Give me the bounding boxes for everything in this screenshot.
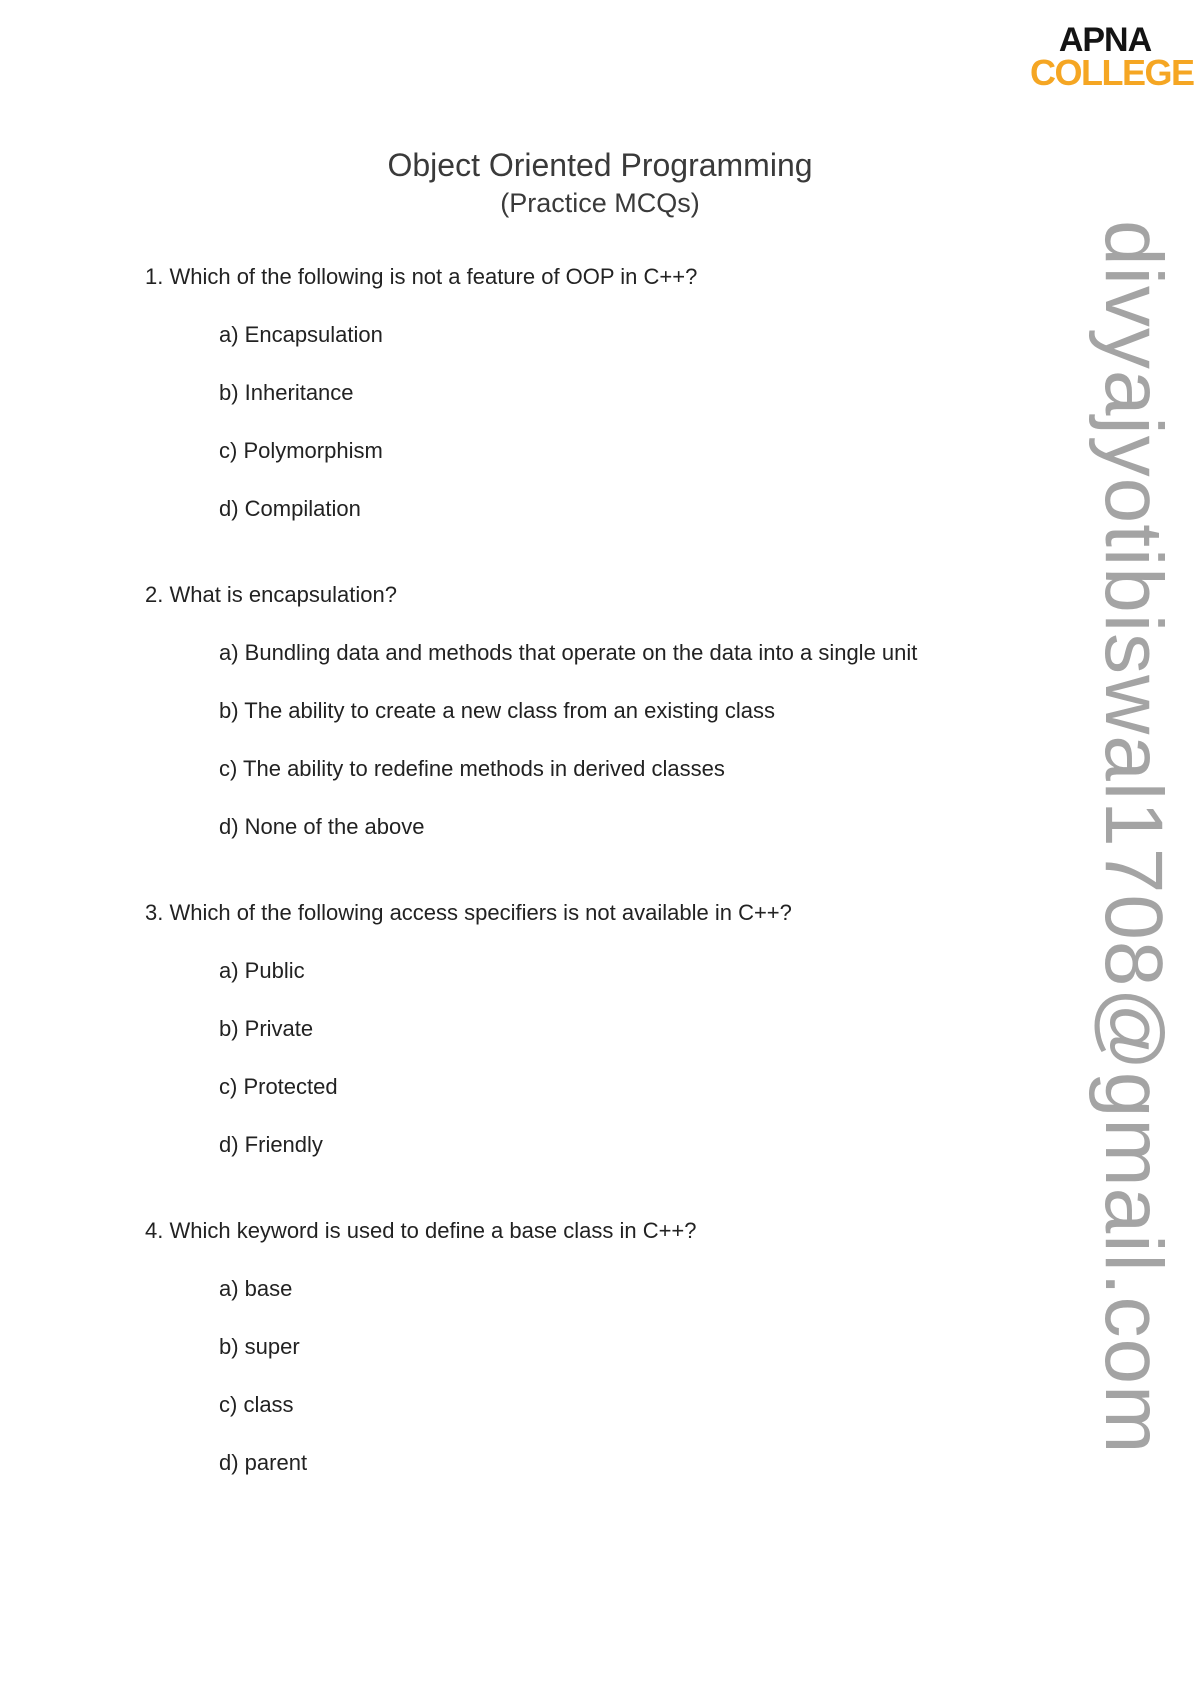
email-watermark: divyajyotibiswal1708@gmail.com xyxy=(1088,220,1179,1455)
option-a: a) base xyxy=(219,1276,293,1301)
option-a: a) Bundling data and methods that operate on the data into a single unit xyxy=(219,640,918,665)
question-list xyxy=(145,262,1045,1534)
question-3 xyxy=(145,898,1045,1188)
document-subtitle: (Practice MCQs) xyxy=(500,188,700,219)
question-text: 3. Which of the following access specifiers is not available in C++? xyxy=(145,900,792,925)
option-d: d) parent xyxy=(219,1450,308,1475)
document-header xyxy=(0,146,1200,219)
option-d: d) Friendly xyxy=(219,1132,323,1157)
option-d: d) Compilation xyxy=(219,496,361,521)
option-d: d) None of the above xyxy=(219,814,425,839)
option-c: c) The ability to redefine methods in derived classes xyxy=(219,756,725,781)
question-1 xyxy=(145,262,1045,552)
apna-college-logo xyxy=(1030,21,1194,94)
option-list xyxy=(219,320,1045,552)
document-title: Object Oriented Programming xyxy=(387,147,813,183)
option-list xyxy=(219,956,1045,1188)
option-b: b) super xyxy=(219,1334,300,1359)
question-2 xyxy=(145,580,1045,870)
option-a: a) Encapsulation xyxy=(219,322,383,347)
logo-line-college: COLLEGE xyxy=(1030,52,1194,94)
option-b: b) Private xyxy=(219,1016,314,1041)
question-text: 2. What is encapsulation? xyxy=(145,582,397,607)
question-text: 1. Which of the following is not a feature of OOP in C++? xyxy=(145,264,698,289)
question-4 xyxy=(145,1216,1045,1506)
option-b: b) The ability to create a new class from an existing class xyxy=(219,698,775,723)
option-list xyxy=(219,1274,1045,1506)
option-c: c) class xyxy=(219,1392,294,1417)
option-list xyxy=(219,638,1045,870)
option-b: b) Inheritance xyxy=(219,380,354,405)
option-c: c) Protected xyxy=(219,1074,338,1099)
option-a: a) Public xyxy=(219,958,305,983)
option-c: c) Polymorphism xyxy=(219,438,383,463)
question-text: 4. Which keyword is used to define a base class in C++? xyxy=(145,1218,697,1243)
logo-line-apna: APNA xyxy=(1058,21,1152,59)
